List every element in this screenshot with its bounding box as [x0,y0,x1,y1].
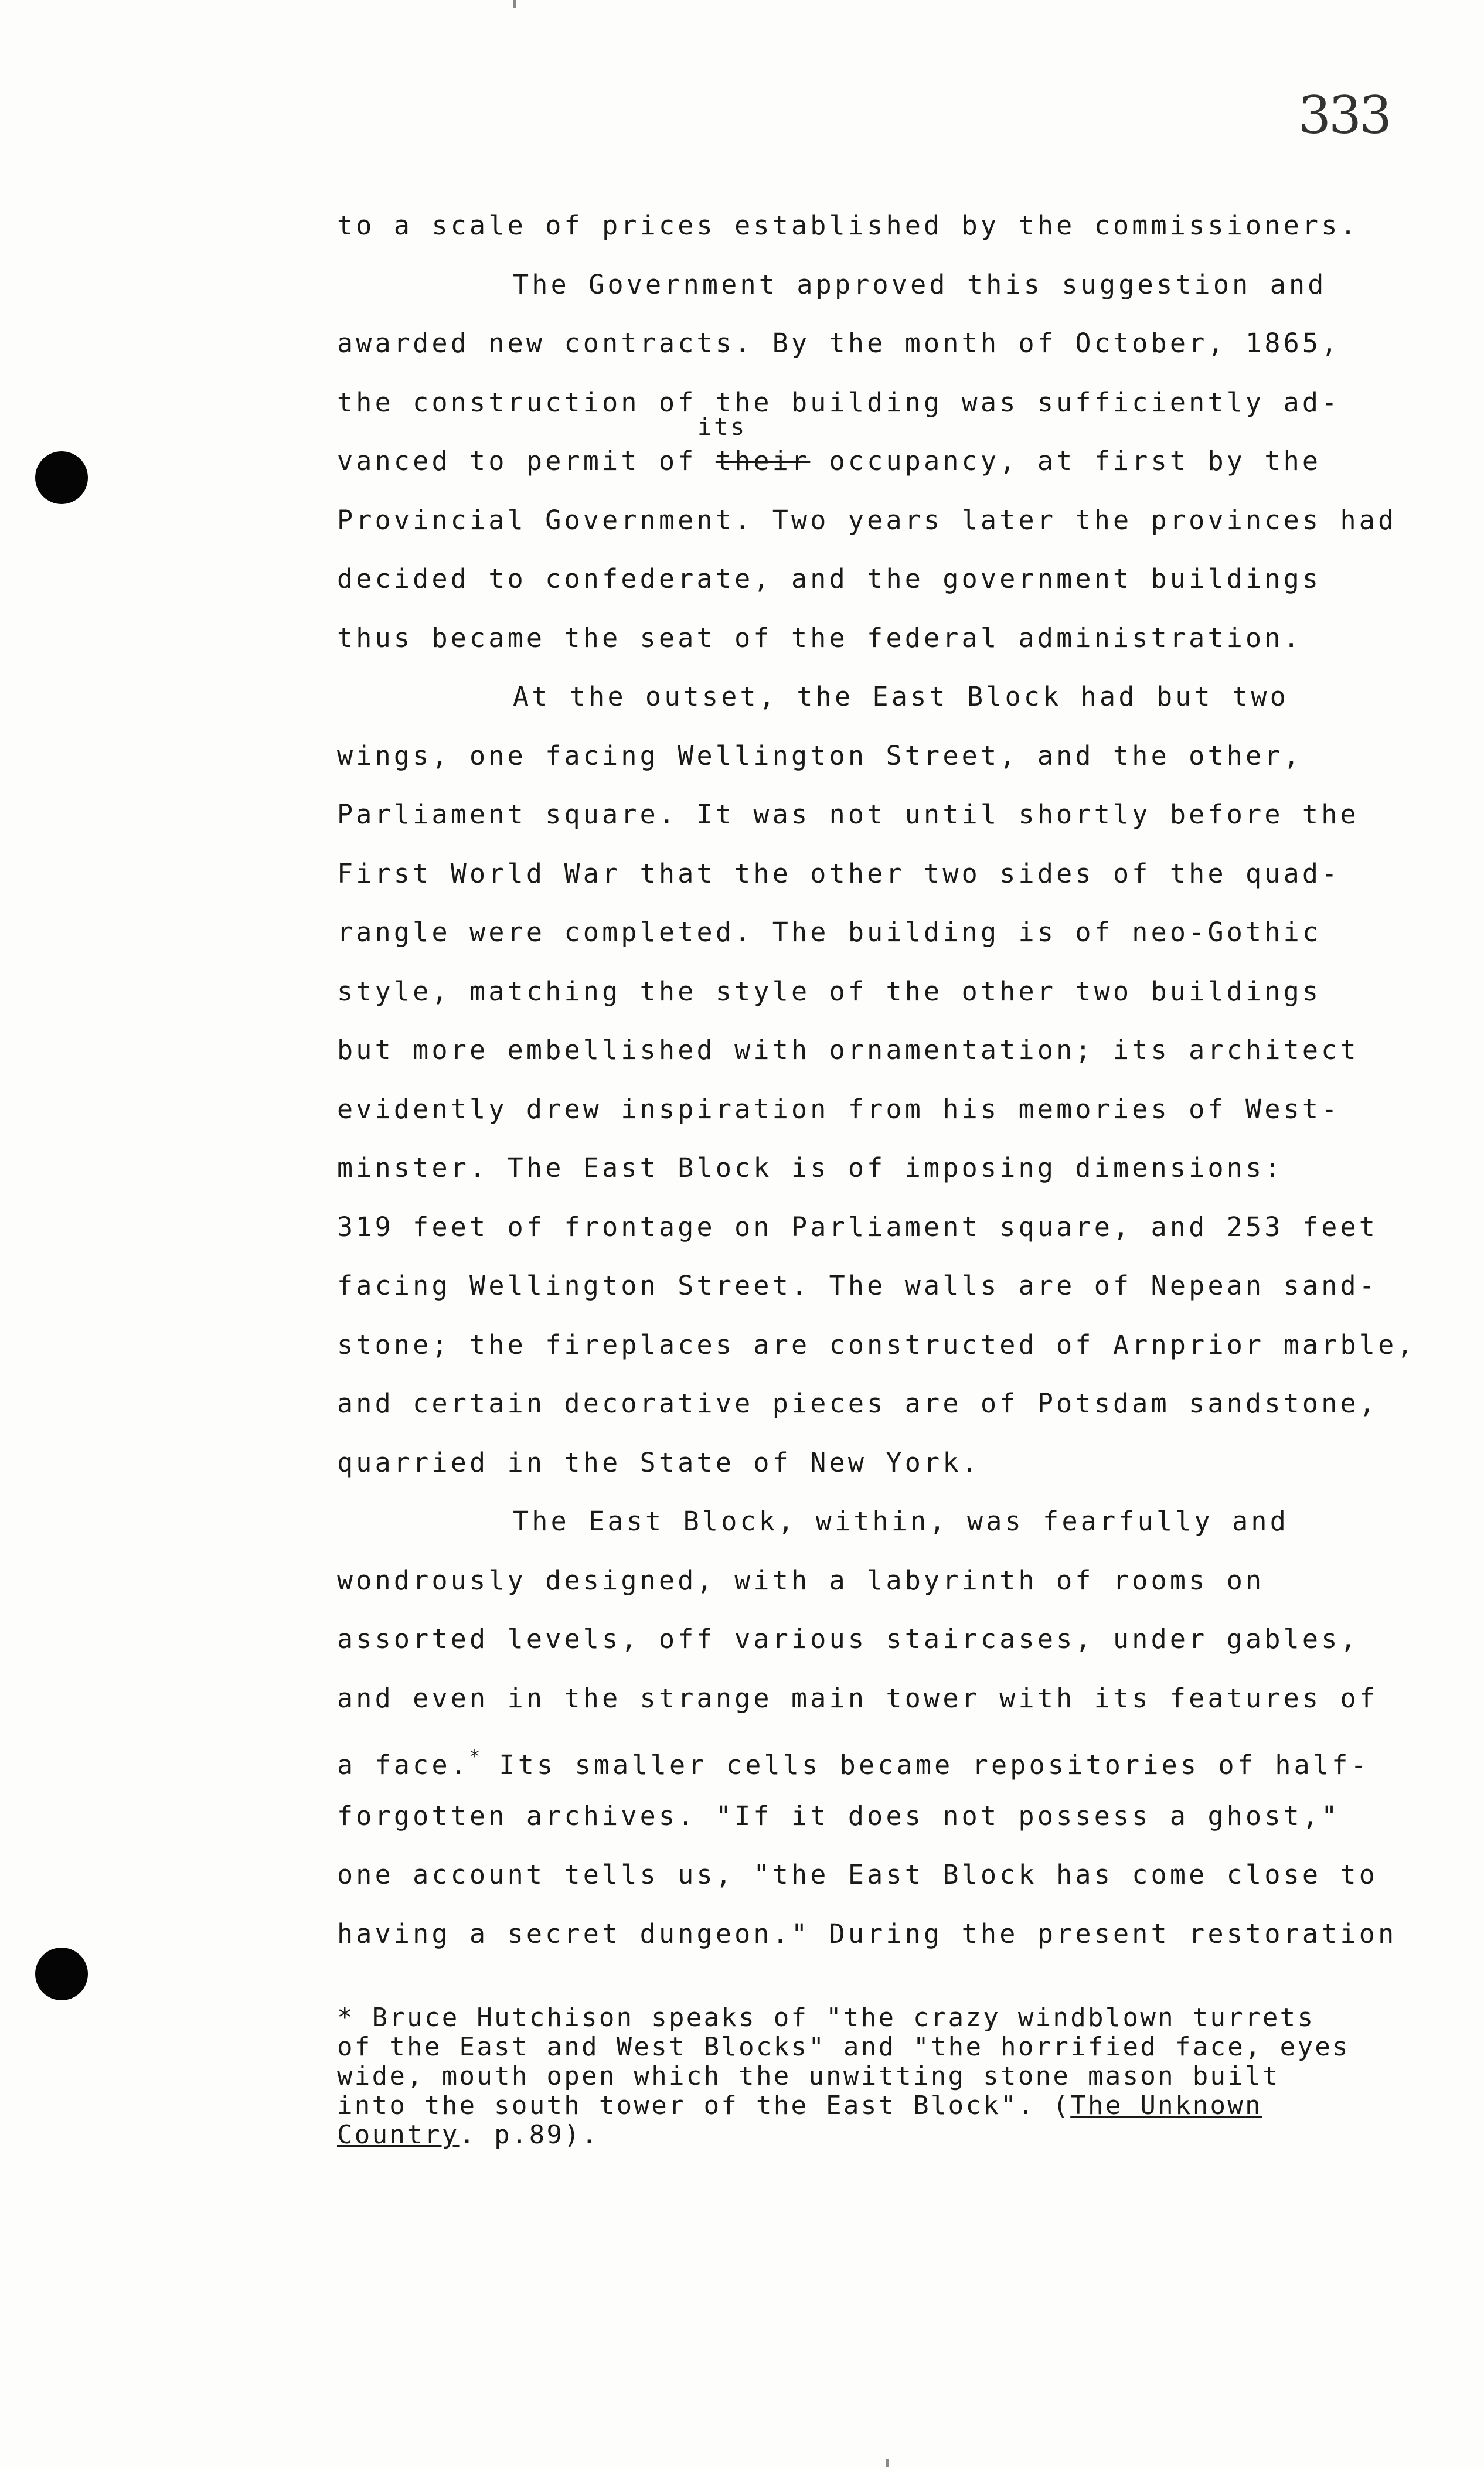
text-line: having a secret dungeon." During the present restoration [337,1918,1397,1949]
footnote-line: * Bruce Hutchison speaks of "the crazy windblown turrets [337,2003,1315,2033]
footnote [337,2003,1427,2150]
punch-hole-bottom [35,1948,88,2000]
text-line: and certain decorative pieces are of Potsdam sandstone, [337,1388,1379,1419]
text-segment: occupancy, at first by the [810,445,1322,476]
text-line: At the outset, the East Block had but two [513,681,1289,712]
text-line: to a scale of prices established by the commissioners. [337,210,1359,241]
footnote-line [337,2091,1427,2120]
footnote-text: into the south tower of the East Block". ( [337,2091,1071,2120]
text-line: one account tells us, "the East Block has come close to [337,1859,1379,1890]
text-line: 319 feet of frontage on Parliament square, and 253 feet [337,1211,1379,1242]
text-line: thus became the seat of the federal administration. [337,622,1302,653]
struck-word: their [715,445,811,476]
text-line: the construction of the building was sufficiently ad- [337,386,1340,418]
interlinear-correction: its [697,414,747,441]
footnote-marker: * [469,1747,481,1767]
footnote-line [337,2120,1427,2150]
footnote-text: . p.89). [459,2120,599,2150]
text-line: wondrously designed, with a labyrinth of rooms on [337,1564,1265,1596]
text-line: quarried in the State of New York. [337,1446,981,1478]
punch-hole-top [35,451,88,504]
scan-mark-bottom [886,2459,889,2467]
text-line: stone; the fireplaces are constructed of Arnprior marble, [337,1329,1416,1360]
text-line [337,414,1392,491]
text-line: First World War that the other two sides of the quad- [337,857,1340,889]
text-line [337,1728,1392,1787]
text-line: rangle were completed. The building is of neo-Gothic [337,917,1322,948]
text-line: wings, one facing Wellington Street, and the other, [337,740,1302,771]
footnote-line: of the East and West Blocks" and "the horrified face, eyes [337,2032,1350,2062]
text-line: facing Wellington Street. The walls are of Nepean sand- [337,1270,1379,1301]
text-line: evidently drew inspiration from his memories of West- [337,1093,1340,1125]
text-line: minster. The East Block is of imposing dimensions: [337,1152,1284,1183]
page-number: 333 [1298,85,1390,145]
footnote-book-title: The Unknown [1070,2091,1262,2120]
text-line: The East Block, within, was fearfully and [513,1506,1289,1537]
scan-mark-top [513,0,516,8]
footnote-book-title: Country [337,2120,460,2150]
text-segment: vanced to permit of [337,445,716,476]
body-text [337,196,1416,1963]
text-line: and even in the strange main tower with its features of [337,1682,1379,1714]
text-line: Parliament square. It was not until shortly before the [337,799,1359,830]
text-line: style, matching the style of the other two buildings [337,975,1322,1007]
footnote-line: wide, mouth open which the unwitting stone mason built [337,2061,1280,2091]
text-line: forgotten archives. "If it does not possess a ghost," [337,1800,1340,1832]
text-segment: Its smaller cells became repositories of half- [480,1749,1370,1781]
text-line: The Government approved this suggestion and [513,268,1327,300]
text-line: assorted levels, off various staircases, under gables, [337,1623,1359,1655]
text-line: Provincial Government. Two years later the provinces had [337,504,1397,536]
text-line: decided to confederate, and the government buildings [337,563,1322,594]
text-segment: a face. [337,1749,470,1781]
text-line: but more embellished with ornamentation; its architect [337,1034,1359,1066]
text-line: awarded new contracts. By the month of October, 1865, [337,328,1340,359]
